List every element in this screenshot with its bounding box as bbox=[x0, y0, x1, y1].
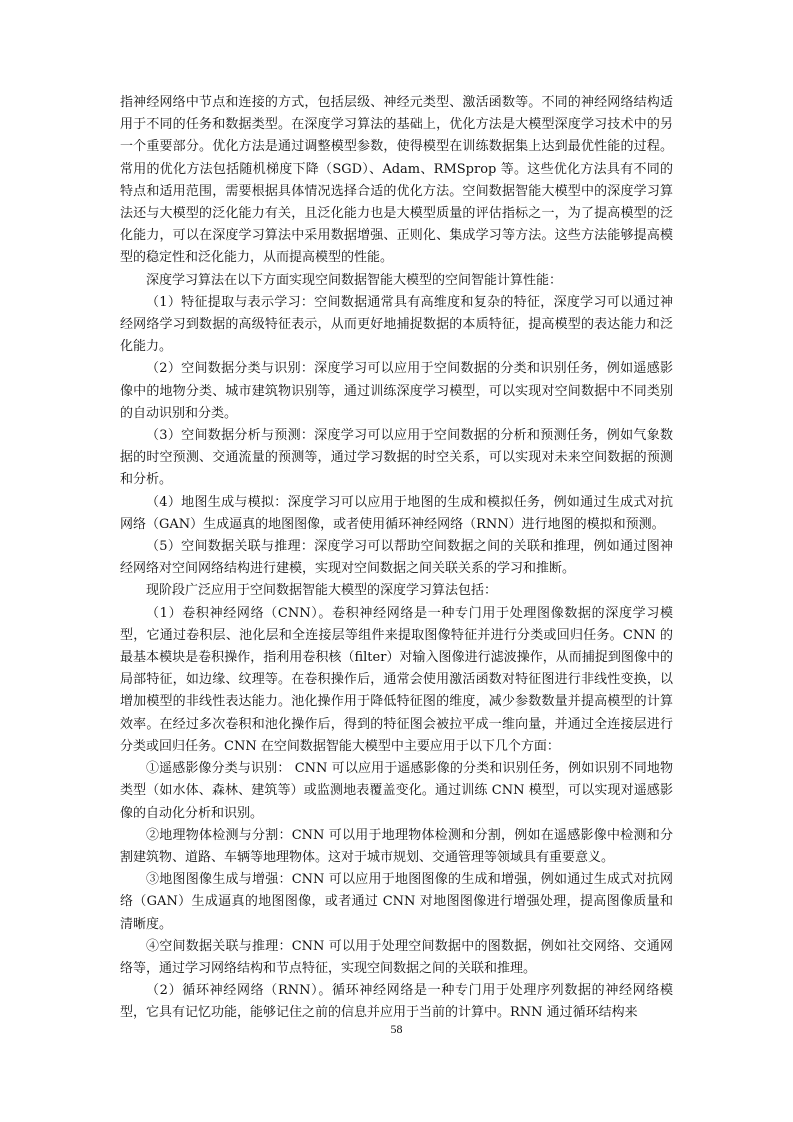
page-number: 58 bbox=[390, 1022, 403, 1036]
paragraph-cnn-app-1: ①遥感影像分类与识别： CNN 可以应用于遥感影像的分类和识别任务，例如识别不同地物类型（如水体、森林、建筑等）或监测地表覆盖变化。通过训练 CNN 模型，可以实现对遥感影像的自动化分析和识别。 bbox=[120, 761, 673, 821]
paragraph-item-4: （4）地图生成与模拟：深度学习可以应用于地图的生成和模拟任务，例如通过生成式对抗网络（GAN）生成逼真的地图图像，或者使用循环神经网络（RNN）进行地图的模拟和预测。 bbox=[120, 494, 673, 532]
paragraph-item-1: （1）特征提取与表示学习：空间数据通常具有高维度和复杂的特征，深度学习可以通过神经网络学习到数据的高级特征表示，从而更好地捕捉数据的本质特征，提高模型的表达能力和泛化能力。 bbox=[120, 294, 673, 355]
paragraph-item-2: （2）空间数据分类与识别：深度学习可以应用于空间数据的分类和识别任务，例如遥感影像中的地物分类、城市建筑物识别等，通过训练深度学习模型，可以实现对空间数据中不同类别的自动识别和分类。 bbox=[120, 361, 673, 421]
paragraph-intro-algorithms: 现阶段广泛应用于空间数据智能大模型的深度学习算法包括： bbox=[146, 583, 498, 599]
paragraph-cnn-app-3: ③地图图像生成与增强：CNN 可以应用于地图图像的生成和增强，例如通过生成式对抗网络（GAN）生成逼真的地图图像，或者通过 CNN 对地图图像进行增强处理，提高图像质量和清晰度。 bbox=[120, 872, 673, 932]
paragraph-cnn-app-2: ②地理物体检测与分割：CNN 可以用于地理物体检测和分割，例如在遥感影像中检测和分割建筑物、道路、车辆等地理物体。这对于城市规划、交通管理等领域具有重要意义。 bbox=[120, 827, 673, 865]
paragraph-continuation: 指神经网络中节点和连接的方式，包括层级、神经元类型、激活函数等。不同的神经网络结构适用于不同的任务和数据类型。在深度学习算法的基础上，优化方法是大模型深度学习技术中的另一个重要部分。优化方法是通过调整模型参数，使得模型在训练数据集上达到最优性能的过程。常用的优化方法包括随机梯度下降（SGD）、Adam、RMSprop 等。这些优化方法具有不同的特点和适用范围，需要根据具体情况选择合适的优化方法。空间数据智能大模型中的深度学习算法还与大模型的泛化能力有关，且泛化能力也是大模型质量的评估指标之一，为了提高模型的泛化能力，可以在深度学习算法中采用数据增强、正则化、集成学习等方法。这些方法能够提高模型的稳定性和泛化能力，从而提高模型的性能。 bbox=[120, 95, 673, 266]
page-body bbox=[120, 92, 673, 1025]
paragraph-cnn-app-4: ④空间数据关联与推理：CNN 可以用于处理空间数据中的图数据，例如社交网络、交通网络等，通过学习网络结构和节点特征，实现空间数据之间的关联和推理。 bbox=[120, 938, 673, 976]
paragraph-item-5: （5）空间数据关联与推理：深度学习可以帮助空间数据之间的关联和推理，例如通过图神经网络对空间网络结构进行建模，实现对空间数据之间关联关系的学习和推断。 bbox=[120, 539, 673, 577]
paragraph-intro-capabilities: 深度学习算法在以下方面实现空间数据智能大模型的空间智能计算性能： bbox=[146, 272, 563, 288]
paragraph-rnn: （2）循环神经网络（RNN）。循环神经网络是一种专门用于处理序列数据的神经网络模型，它具有记忆功能，能够记住之前的信息并应用于当前的计算中。RNN 通过循环结构来 bbox=[120, 983, 673, 1021]
paragraph-cnn: （1）卷积神经网络（CNN）。卷积神经网络是一种专门用于处理图像数据的深度学习模型，它通过卷积层、池化层和全连接层等组件来提取图像特征并进行分类或回归任务。CNN 的最基本模块是卷积操作，指利用卷积核（filter）对输入图像进行滤波操作，从而捕捉到图像中的局部特征，如边缘、纹理等。在卷积操作后，通常会使用激活函数对特征图进行非线性变换，以增加模型的非线性表达能力。池化操作用于降低特征图的维度，减少参数数量并提高模型的计算效率。在经过多次卷积和池化操作后，得到的特征图会被拉平成一维向量，并通过全连接层进行分类或回归任务。CNN 在空间数据智能大模型中主要应用于以下几个方面： bbox=[120, 605, 673, 754]
paragraph-item-3: （3）空间数据分析与预测：深度学习可以应用于空间数据的分析和预测任务，例如气象数据的时空预测、交通流量的预测等，通过学习数据的时空关系，可以实现对未来空间数据的预测和分析。 bbox=[120, 428, 673, 488]
